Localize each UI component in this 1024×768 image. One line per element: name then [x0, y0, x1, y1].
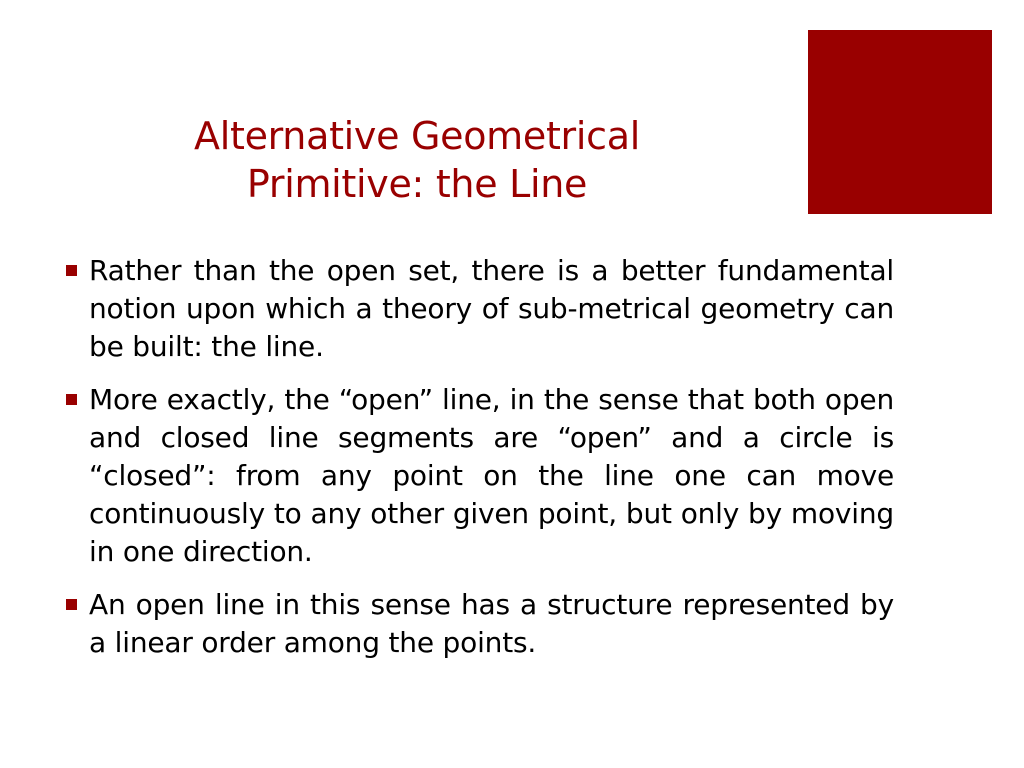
bullet-item: [66, 586, 894, 662]
slide-title-line: Primitive: the Line: [246, 162, 588, 206]
bullet-item: [66, 252, 894, 366]
bullet-list: [66, 252, 894, 677]
slide-title: [100, 112, 734, 208]
slide-title-line: Alternative Geometrical: [194, 114, 640, 158]
bullet-text: Rather than the open set, there is a better fundamental notion upon which a theory of sub-metrical geometry can be built: the line.: [89, 254, 894, 363]
square-bullet-icon: [66, 265, 77, 276]
square-bullet-icon: [66, 599, 77, 610]
bullet-text: More exactly, the “open” line, in the sense that both open and closed line segments are “open” and a circle is “closed”: from any point on the line one can move continuously to any other given point, but only by moving in one direction.: [89, 383, 894, 568]
bullet-item: [66, 381, 894, 571]
bullet-text: An open line in this sense has a structure represented by a linear order among the points.: [89, 588, 894, 659]
square-bullet-icon: [66, 394, 77, 405]
accent-block: [808, 30, 992, 214]
